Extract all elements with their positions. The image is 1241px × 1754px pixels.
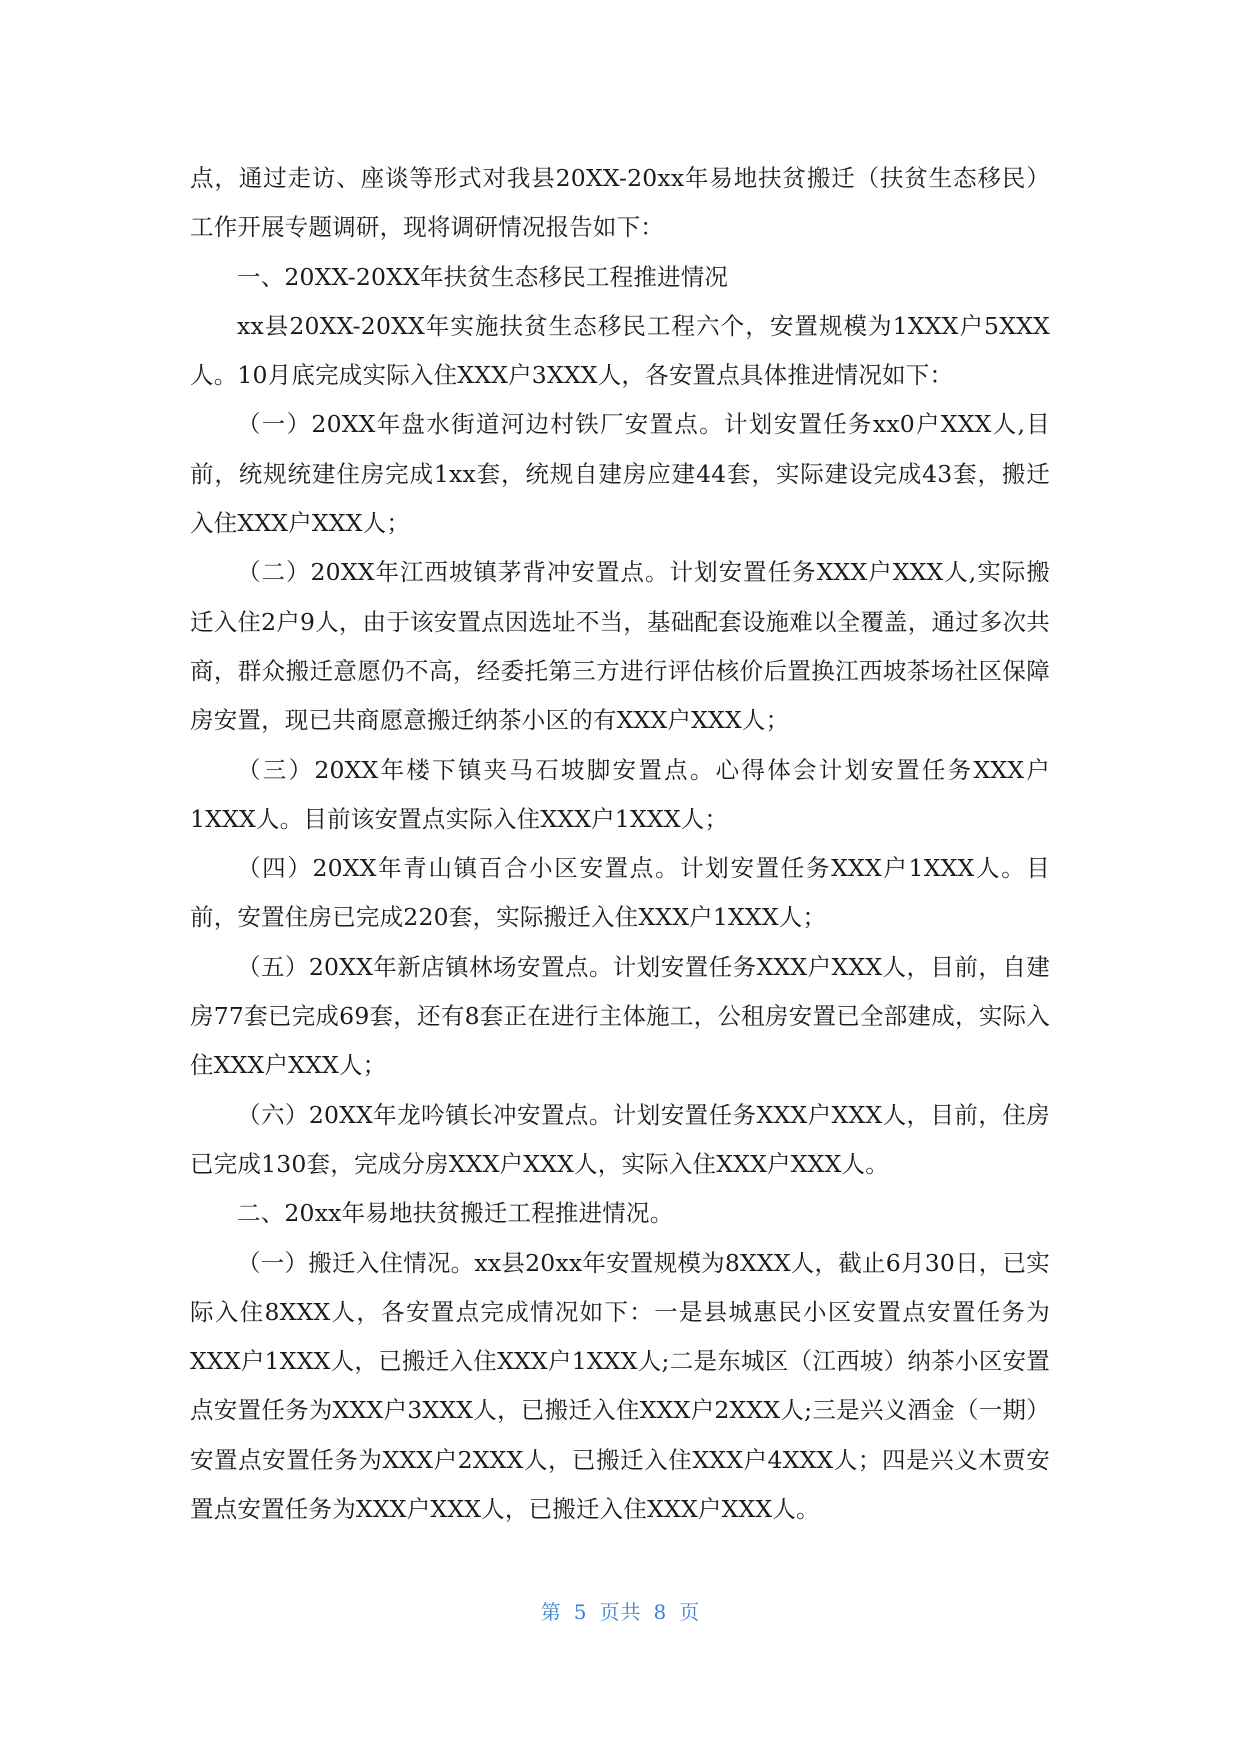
footer-total-pages: 8	[653, 1600, 668, 1624]
heading-section-two: 二、20xx年易地扶贫搬迁工程推进情况。	[237, 1199, 674, 1228]
paragraph-site-5: （五）20XX年新店镇林场安置点。计划安置任务XXX户XXX人，目前，自建房77套已完成69套，还有8套正在进行主体施工，公租房安置已全部建成，实际入住XXX户XXX人；	[190, 952, 1050, 1080]
paragraph-site-4: （四）20XX年青山镇百合小区安置点。计划安置任务XXX户1XXX人。目前，安置住房已完成220套，实际搬迁入住XXX户1XXX人；	[190, 854, 1050, 932]
paragraph-site-1: （一）20XX年盘水街道河边村铁厂安置点。计划安置任务xx0户XXX人,目前，统规统建住房完成1xx套，统规自建房应建44套，实际建设完成43套，搬迁入住XXX户XXX人；	[190, 410, 1050, 538]
paragraph-site-3: （三）20XX年楼下镇夹马石坡脚安置点。心得体会计划安置任务XXX户1XXX人。目前该安置点实际入住XXX户1XXX人；	[190, 755, 1050, 833]
footer-prefix: 第	[540, 1600, 562, 1624]
paragraph-intro: 点，通过走访、座谈等形式对我县20XX-20xx年易地扶贫搬迁（扶贫生态移民）工作开展专题调研，现将调研情况报告如下：	[190, 164, 1050, 242]
footer-middle: 页共	[599, 1600, 642, 1624]
footer-current-page: 5	[573, 1600, 588, 1624]
paragraph-relocation-status: （一）搬迁入住情况。xx县20xx年安置规模为8XXX人，截止6月30日，已实际入住8XXX人，各安置点完成情况如下：一是县城惠民小区安置点安置任务为XXX户1XXX人，已搬迁入住XXX户1XXX人;二是东城区（江西坡）纳茶小区安置点安置任务为XXX户3XXX人，已搬迁入住XXX户2XXX人;三是兴义酒金（一期）安置点安置任务为XXX户2XXX人，已搬迁入住XXX户4XXX人；四是兴义木贾安置点安置任务为XXX户XXX人，已搬迁入住XXX户XXX人。	[190, 1248, 1050, 1524]
paragraph-site-2: （二）20XX年江西坡镇茅背冲安置点。计划安置任务XXX户XXX人,实际搬迁入住2户9人，由于该安置点因选址不当，基础配套设施难以全覆盖，通过多次共商，群众搬迁意愿仍不高，经委托第三方进行评估核价后置换江西坡茶场社区保障房安置，现已共商愿意搬迁纳茶小区的有XXX户XXX人；	[190, 558, 1050, 735]
document-body	[190, 154, 1050, 1534]
paragraph-site-6: （六）20XX年龙吟镇长冲安置点。计划安置任务XXX户XXX人，目前，住房已完成130套，完成分房XXX户XXX人，实际入住XXX户XXX人。	[190, 1100, 1050, 1178]
heading-section-one: 一、20XX-20XX年扶贫生态移民工程推进情况	[237, 262, 729, 291]
footer-suffix: 页	[679, 1600, 701, 1624]
paragraph-overview: xx县20XX-20XX年实施扶贫生态移民工程六个，安置规模为1XXX户5XXX人。10月底完成实际入住XXX户3XXX人，各安置点具体推进情况如下：	[190, 311, 1050, 390]
page-footer	[0, 1596, 1241, 1625]
